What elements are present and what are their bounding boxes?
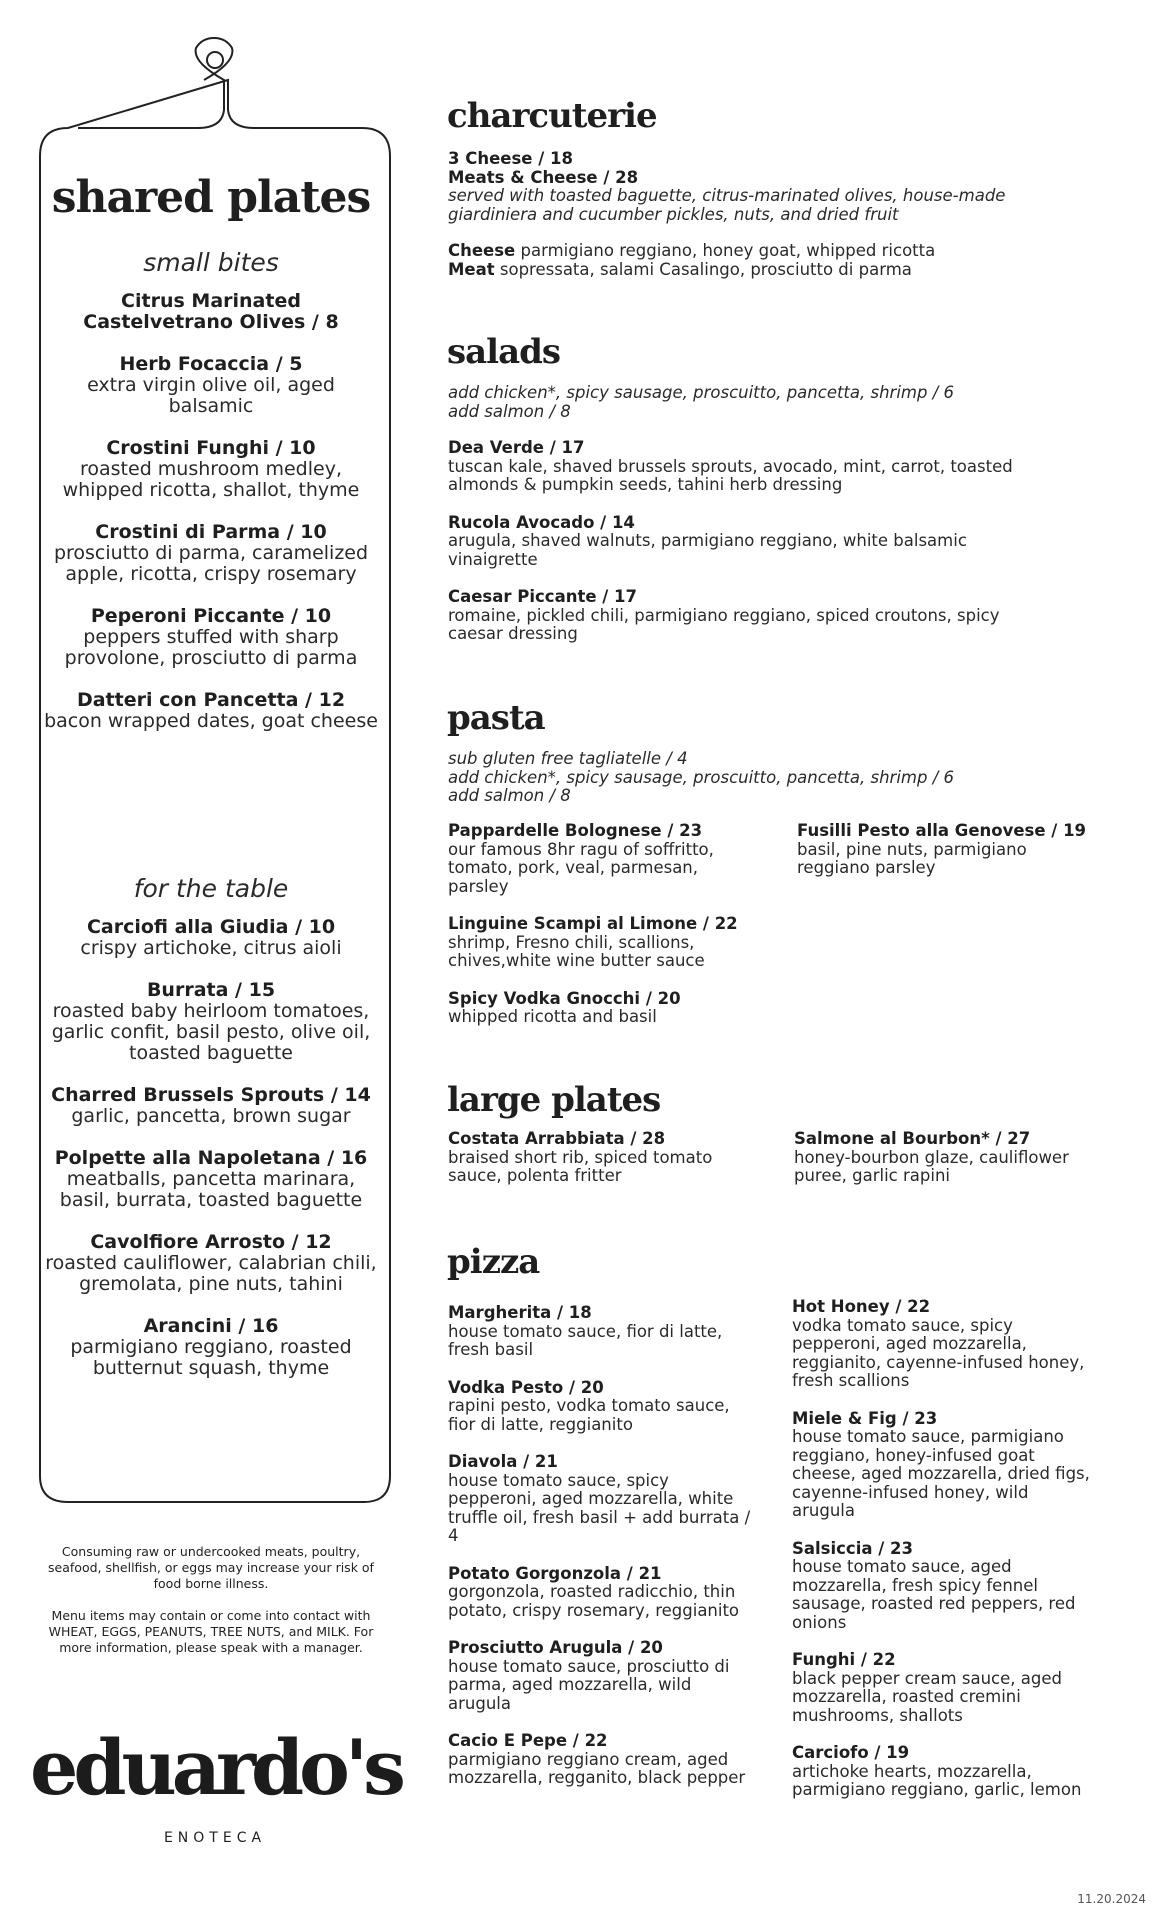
menu-item-name: Herb Focaccia / 5 <box>119 353 303 375</box>
salads-salmon-note: add salmon / 8 <box>448 401 571 421</box>
small-bites-list <box>44 291 378 732</box>
menu-item-name: Spicy Vodka Gnocchi / 20 <box>448 988 681 1008</box>
menu-item-description: vodka tomato sauce, spicy pepperoni, aged mozzarella, reggianito, cayenne-infused honey, fresh scallions <box>792 1315 1085 1390</box>
menu-item-name: Pappardelle Bolognese / 23 <box>448 821 703 840</box>
pizza-left-column <box>448 1304 758 1807</box>
menu-item-name: Citrus Marinated Castelvetrano Olives / 8 <box>83 290 339 333</box>
menu-item-description: house tomato sauce, spicy pepperoni, aged mozzarella, white truffle oil, fresh basil + add burrata / 4 <box>448 1470 751 1545</box>
menu-item <box>44 522 378 585</box>
menu-item-description: peppers stuffed with sharp provolone, prosciutto di parma <box>64 626 358 669</box>
salads-title: salads <box>447 332 561 372</box>
menu-item-name: Hot Honey / 22 <box>792 1297 931 1316</box>
menu-item-description: basil, pine nuts, parmigiano reggiano parsley <box>797 839 1027 877</box>
large-plates-title: large plates <box>447 1080 661 1120</box>
menu-item-name: Crostini Funghi / 10 <box>106 437 316 459</box>
menu-item-name: Funghi / 22 <box>792 1650 896 1669</box>
menu-item <box>792 1298 1092 1391</box>
menu-item-description: roasted mushroom medley, whipped ricotta, shallot, thyme <box>62 458 360 501</box>
small-bites-section <box>44 248 378 753</box>
charcuterie-option-3-cheese: 3 Cheese / 18 <box>448 149 573 168</box>
menu-item-name: Polpette alla Napoletana / 16 <box>54 1147 368 1169</box>
cheese-label: Cheese <box>448 241 516 260</box>
allergen-warning: Menu items may contain or come into contact with WHEAT, EGGS, PEANUTS, TREE NUTS, and MILK. For more information, please speak with a manager. <box>48 1608 374 1655</box>
menu-item <box>448 1639 758 1713</box>
pasta-gluten-free-note: sub gluten free tagliatelle / 4 <box>448 749 688 768</box>
menu-item <box>794 1130 1094 1186</box>
menu-item-name: Crostini di Parma / 10 <box>95 521 327 543</box>
menu-item-description: extra virgin olive oil, aged balsamic <box>87 374 335 417</box>
menu-item <box>44 980 378 1064</box>
menu-item-name: Prosciutto Arugula / 20 <box>448 1638 663 1657</box>
menu-item-name: Salmone al Bourbon* / 27 <box>794 1129 1031 1148</box>
menu-item <box>44 917 378 959</box>
menu-item-name: Peperoni Piccante / 10 <box>90 605 332 627</box>
menu-item <box>44 1148 378 1211</box>
menu-item-description: our famous 8hr ragu of soffritto, tomato, pork, veal, parmesan, parsley <box>448 839 714 896</box>
menu-item-description: parmigiano reggiano, roasted butternut squash, thyme <box>70 1336 352 1379</box>
menu-item-name: Dea Verde / 17 <box>448 438 585 457</box>
menu-item <box>448 1565 758 1621</box>
pizza-right-column <box>792 1298 1092 1819</box>
large-plates-right-column <box>794 1130 1094 1205</box>
menu-item-name: Datteri con Pancetta / 12 <box>76 689 346 711</box>
charcuterie-note: served with toasted baguette, citrus-marinated olives, house-made giardiniera and cucumber pickles, nuts, and dried fruit <box>448 186 1006 224</box>
large-plates-left-column <box>448 1130 758 1205</box>
menu-item-description: shrimp, Fresno chili, scallions, chives,white wine butter sauce <box>448 932 705 970</box>
menu-item-name: Arancini / 16 <box>143 1315 279 1337</box>
brand-subtitle: ENOTECA <box>163 1830 267 1846</box>
charcuterie-option-meats-cheese: Meats & Cheese / 28 <box>448 167 639 187</box>
menu-item-name: Costata Arrabbiata / 28 <box>448 1129 666 1148</box>
menu-item-description: rapini pesto, vodka tomato sauce, fior di latte, reggianito <box>448 1396 730 1434</box>
menu-item-description: black pepper cream sauce, aged mozzarella, roasted cremini mushrooms, shallots <box>792 1668 1062 1725</box>
for-the-table-list <box>44 917 378 1379</box>
menu-item-name: Burrata / 15 <box>146 979 276 1001</box>
menu-item-description: honey-bourbon glaze, cauliflower puree, garlic rapini <box>794 1147 1069 1185</box>
brand-logo: eduardo's <box>30 1723 401 1812</box>
menu-item <box>792 1744 1092 1800</box>
menu-item <box>792 1651 1092 1725</box>
menu-item <box>44 1316 378 1379</box>
menu-item-name: Linguine Scampi al Limone / 22 <box>448 914 738 933</box>
menu-item-description: roasted cauliflower, calabrian chili, gremolata, pine nuts, tahini <box>45 1252 377 1295</box>
menu-item-description: prosciutto di parma, caramelized apple, ricotta, crispy rosemary <box>53 542 369 585</box>
menu-item-name: Potato Gorgonzola / 21 <box>448 1563 662 1583</box>
menu-item <box>44 690 378 732</box>
menu-item <box>44 1232 378 1295</box>
meat-desc: sopressata, salami Casalingo, prosciutto di parma <box>499 259 912 279</box>
menu-item <box>44 606 378 669</box>
menu-item <box>44 438 378 501</box>
menu-item <box>44 1085 378 1127</box>
pizza-title: pizza <box>447 1242 540 1282</box>
menu-item <box>797 822 1097 878</box>
small-bites-heading: small bites <box>143 248 279 277</box>
menu-item <box>792 1410 1092 1521</box>
menu-item <box>448 514 1048 570</box>
menu-item-name: Fusilli Pesto alla Genovese / 19 <box>797 821 1087 840</box>
salads-list <box>448 439 1048 644</box>
menu-item-description: house tomato sauce, aged mozzarella, fresh spicy fennel sausage, roasted red peppers, red onions <box>792 1557 1076 1632</box>
menu-item-description: tuscan kale, shaved brussels sprouts, avocado, mint, carrot, toasted almonds & pumpkin seeds, tahini herb dressing <box>448 456 1013 494</box>
pasta-notes <box>448 750 1048 806</box>
menu-item-name: Miele & Fig / 23 <box>792 1408 938 1428</box>
menu-item <box>448 1130 758 1186</box>
menu-item-name: Diavola / 21 <box>448 1452 558 1471</box>
menu-item <box>448 915 758 971</box>
pasta-left-column <box>448 822 758 1046</box>
menu-item-description: gorgonzola, roasted radicchio, thin potato, crispy rosemary, reggianito <box>448 1582 740 1620</box>
menu-item-description: artichoke hearts, mozzarella, parmigiano reggiano, garlic, lemon <box>792 1761 1082 1799</box>
menu-item-description: braised short rib, spiced tomato sauce, polenta fritter <box>448 1147 713 1185</box>
menu-date: 11.20.2024 <box>1077 1892 1146 1906</box>
menu-item <box>448 822 758 896</box>
menu-item-name: Cacio E Pepe / 22 <box>448 1731 608 1750</box>
menu-item-name: Cavolfiore Arrosto / 12 <box>90 1231 332 1253</box>
cheese-desc: parmigiano reggiano, honey goat, whipped ricotta <box>520 241 936 260</box>
menu-item <box>448 588 1048 644</box>
menu-item-name: Carciofi alla Giudia / 10 <box>86 916 336 938</box>
charcuterie-block <box>448 150 1088 279</box>
menu-item-name: Carciofo / 19 <box>792 1743 910 1762</box>
menu-item-description: house tomato sauce, fior di latte, fresh basil <box>448 1321 723 1359</box>
pasta-salmon-note: add salmon / 8 <box>448 786 571 805</box>
for-the-table-heading: for the table <box>133 874 289 903</box>
menu-item <box>448 1453 758 1546</box>
menu-item-name: Vodka Pesto / 20 <box>448 1377 604 1397</box>
pasta-addon-note: add chicken*, spicy sausage, proscuitto, pancetta, shrimp / 6 <box>448 767 955 787</box>
menu-item-description: house tomato sauce, prosciutto di parma, aged mozzarella, wild arugula <box>448 1656 730 1713</box>
menu-item <box>44 291 378 333</box>
menu-item-name: Rucola Avocado / 14 <box>448 512 635 532</box>
menu-item <box>448 990 758 1027</box>
allergen-notice <box>44 1544 378 1672</box>
menu-item <box>44 354 378 417</box>
for-the-table-section <box>44 874 378 1400</box>
pasta-right-column <box>797 822 1097 897</box>
menu-item-description: house tomato sauce, parmigiano reggiano, honey-infused goat cheese, aged mozzarella, dried figs, cayenne-infused honey, wild arugula <box>792 1427 1090 1520</box>
salads-addon-note: add chicken*, spicy sausage, proscuitto, pancetta, shrimp / 6 <box>448 383 955 402</box>
raw-food-warning: Consuming raw or undercooked meats, poultry, seafood, shellfish, or eggs may increase your risk of food borne illness. <box>48 1544 374 1591</box>
menu-item-description: whipped ricotta and basil <box>448 1007 657 1026</box>
menu-item-name: Margherita / 18 <box>448 1303 592 1322</box>
menu-item-name: Salsiccia / 23 <box>792 1538 913 1558</box>
menu-item-description: garlic, pancetta, brown sugar <box>71 1105 351 1127</box>
menu-item-description: romaine, pickled chili, parmigiano reggiano, spiced croutons, spicy caesar dressing <box>448 605 1000 643</box>
menu-item-description: arugula, shaved walnuts, parmigiano reggiano, white balsamic vinaigrette <box>448 531 967 569</box>
menu-item-description: bacon wrapped dates, goat cheese <box>44 710 378 732</box>
pasta-title: pasta <box>447 698 545 738</box>
menu-item <box>448 1379 758 1435</box>
menu-item-description: roasted baby heirloom tomatoes, garlic confit, basil pesto, olive oil, toasted baguette <box>51 1000 371 1064</box>
menu-item <box>448 1732 758 1788</box>
menu-item-name: Caesar Piccante / 17 <box>448 587 638 606</box>
charcuterie-title: charcuterie <box>447 96 657 136</box>
meat-label: Meat <box>448 259 495 279</box>
charcuterie-cheese-line <box>448 242 1088 261</box>
menu-item-description: meatballs, pancetta marinara, basil, burrata, toasted baguette <box>59 1168 363 1211</box>
menu-item-description: crispy artichoke, citrus aioli <box>80 937 342 959</box>
shared-plates-title: shared plates <box>51 172 371 223</box>
menu-item <box>448 1304 758 1360</box>
salads-block <box>448 384 1048 663</box>
menu-item-name: Charred Brussels Sprouts / 14 <box>51 1084 371 1106</box>
menu-item <box>792 1540 1092 1633</box>
menu-item <box>448 439 1048 495</box>
menu-item-description: parmigiano reggiano cream, aged mozzarella, regganito, black pepper <box>448 1749 746 1787</box>
charcuterie-meat-line <box>448 261 1088 280</box>
